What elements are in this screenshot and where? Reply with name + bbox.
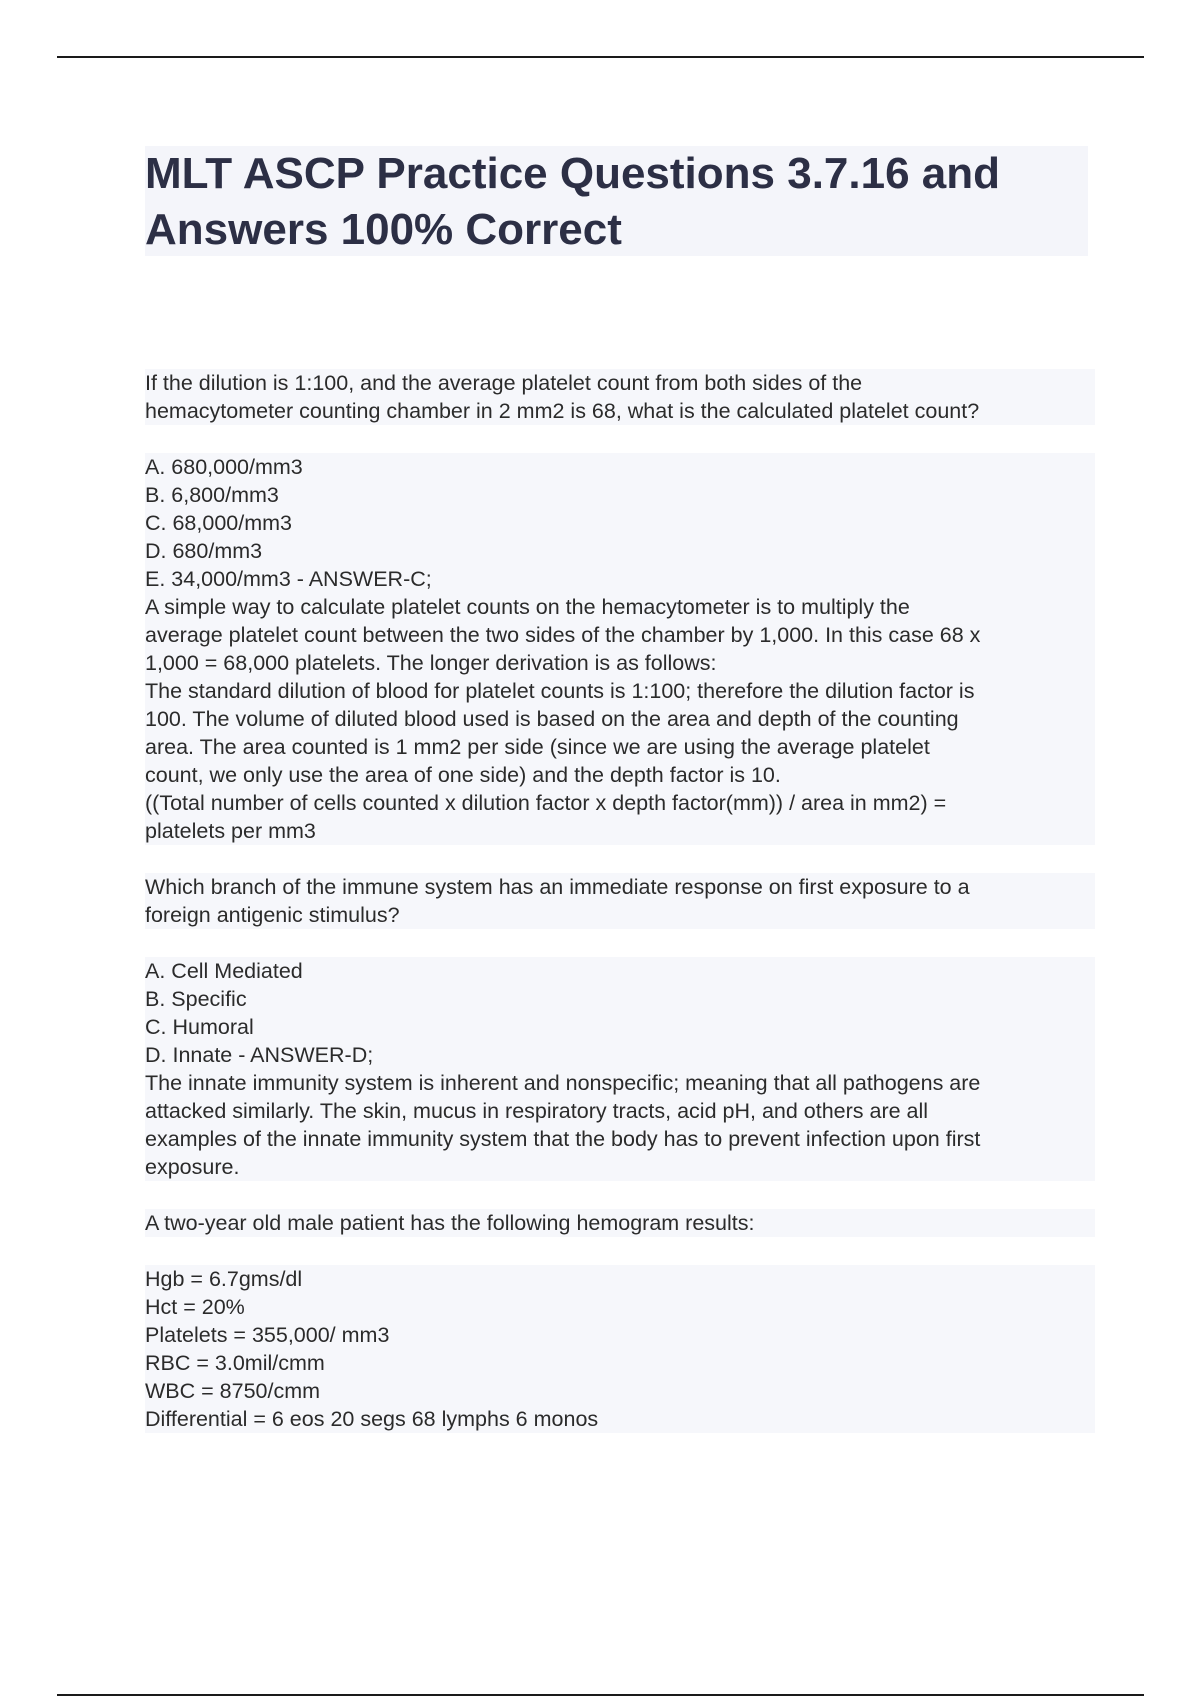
question-1-line: hemacytometer counting chamber in 2 mm2 is 68, what is the calculated platelet count?	[145, 399, 980, 423]
title-line-1: MLT ASCP Practice Questions 3.7.16 and	[145, 149, 1001, 198]
result-hct: Hct = 20%	[145, 1295, 245, 1319]
explanation-line: average platelet count between the two sides of the chamber by 1,000. In this case 68 x	[145, 623, 981, 647]
document-body	[145, 369, 1095, 1433]
result-rbc: RBC = 3.0mil/cmm	[145, 1351, 325, 1375]
question-1-text	[145, 369, 1095, 425]
explanation-line: exposure.	[145, 1155, 240, 1179]
option-c: C. Humoral	[145, 1015, 254, 1039]
explanation-line: count, we only use the area of one side) and the depth factor is 10.	[145, 763, 781, 787]
page-title	[145, 146, 1105, 258]
question-1-explanation	[145, 593, 1095, 845]
question-1-line: If the dilution is 1:100, and the average platelet count from both sides of the	[145, 371, 863, 395]
title-line-2: Answers 100% Correct	[145, 205, 622, 254]
question-1-options	[145, 453, 1095, 593]
question-2-line: foreign antigenic stimulus?	[145, 903, 400, 927]
explanation-line: examples of the innate immunity system that the body has to prevent infection upon first	[145, 1127, 981, 1151]
question-2-explanation	[145, 1069, 1095, 1181]
top-rule	[57, 56, 1144, 58]
option-a: A. 680,000/mm3	[145, 455, 303, 479]
option-b: B. Specific	[145, 987, 247, 1011]
result-platelets: Platelets = 355,000/ mm3	[145, 1323, 390, 1347]
hemogram-results	[145, 1265, 1095, 1433]
question-2-line: Which branch of the immune system has an immediate response on first exposure to a	[145, 875, 970, 899]
bottom-rule	[57, 1694, 1144, 1696]
option-d-answer: D. Innate - ANSWER-D;	[145, 1043, 374, 1067]
option-b: B. 6,800/mm3	[145, 483, 279, 507]
explanation-line: platelets per mm3	[145, 819, 316, 843]
option-d: D. 680/mm3	[145, 539, 263, 563]
explanation-line: area. The area counted is 1 mm2 per side (since we are using the average platelet	[145, 735, 930, 759]
question-1	[145, 369, 1095, 845]
explanation-line: attacked similarly. The skin, mucus in respiratory tracts, acid pH, and others are all	[145, 1099, 929, 1123]
result-differential: Differential = 6 eos 20 segs 68 lymphs 6 monos	[145, 1407, 599, 1431]
question-3-text	[145, 1209, 1095, 1237]
explanation-line: The innate immunity system is inherent and nonspecific; meaning that all pathogens are	[145, 1071, 981, 1095]
explanation-line: A simple way to calculate platelet counts on the hemacytometer is to multiply the	[145, 595, 910, 619]
option-c: C. 68,000/mm3	[145, 511, 292, 535]
explanation-line: 1,000 = 68,000 platelets. The longer derivation is as follows:	[145, 651, 717, 675]
question-3	[145, 1209, 1095, 1433]
result-wbc: WBC = 8750/cmm	[145, 1379, 321, 1403]
option-e-answer: E. 34,000/mm3 - ANSWER-C;	[145, 567, 432, 591]
explanation-line: 100. The volume of diluted blood used is based on the area and depth of the counting	[145, 707, 959, 731]
explanation-line: The standard dilution of blood for platelet counts is 1:100; therefore the dilution factor is	[145, 679, 975, 703]
option-a: A. Cell Mediated	[145, 959, 303, 983]
question-2	[145, 873, 1095, 1181]
question-2-text	[145, 873, 1095, 929]
explanation-line: ((Total number of cells counted x dilution factor x depth factor(mm)) / area in mm2) =	[145, 791, 947, 815]
question-2-options	[145, 957, 1095, 1069]
question-3-line: A two-year old male patient has the following hemogram results:	[145, 1211, 755, 1235]
result-hgb: Hgb = 6.7gms/dl	[145, 1267, 303, 1291]
